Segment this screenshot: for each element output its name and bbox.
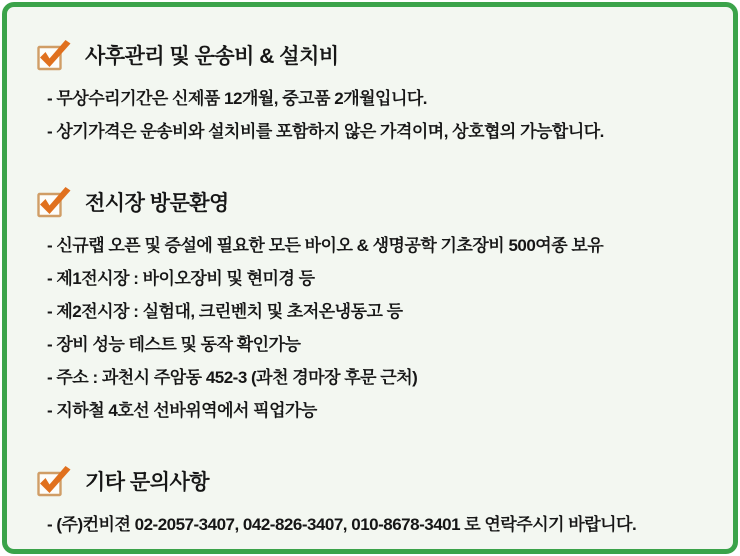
notice-section: [37, 184, 709, 427]
notice-line: - (주)컨비젼 02-2057-3407, 042-826-3407, 010-8678-3401 로 연락주시기 바랍니다.: [47, 515, 637, 534]
notice-line: - 신규랩 오픈 및 증설에 필요한 모든 바이오 & 생명공학 기초장비 500여종 보유: [47, 236, 604, 255]
notice-section: [37, 37, 709, 148]
section-header: [37, 37, 709, 73]
notice-line: - 상기가격은 운송비와 설치비를 포함하지 않은 가격이며, 상호협의 가능합니다.: [47, 122, 604, 141]
sections-container: [37, 37, 709, 541]
section-header: [37, 184, 709, 220]
notice-line: - 제1전시장 : 바이오장비 및 현미경 등: [47, 269, 315, 288]
checkbox-checked-icon: [37, 465, 71, 497]
notice-line: - 무상수리기간은 신제품 12개월, 중고품 2개월입니다.: [47, 89, 428, 108]
section-items: [47, 508, 709, 541]
section-header: [37, 463, 709, 499]
checkbox-checked-icon: [37, 39, 71, 71]
section-title: 기타 문의사항: [85, 471, 210, 494]
notice-line: - 주소 : 과천시 주암동 452-3 (과천 경마장 후문 근처): [47, 368, 418, 387]
notice-card: [2, 2, 738, 554]
section-items: [47, 229, 709, 427]
notice-line: - 지하철 4호선 선바위역에서 픽업가능: [47, 401, 317, 420]
notice-line: - 제2전시장 : 실험대, 크린벤치 및 초저온냉동고 등: [47, 302, 403, 321]
checkbox-checked-icon: [37, 186, 71, 218]
section-title: 사후관리 및 운송비 & 설치비: [85, 45, 339, 68]
section-title: 전시장 방문환영: [85, 192, 229, 215]
section-items: [47, 82, 709, 148]
notice-section: [37, 463, 709, 541]
notice-line: - 장비 성능 테스트 및 동작 확인가능: [47, 335, 301, 354]
